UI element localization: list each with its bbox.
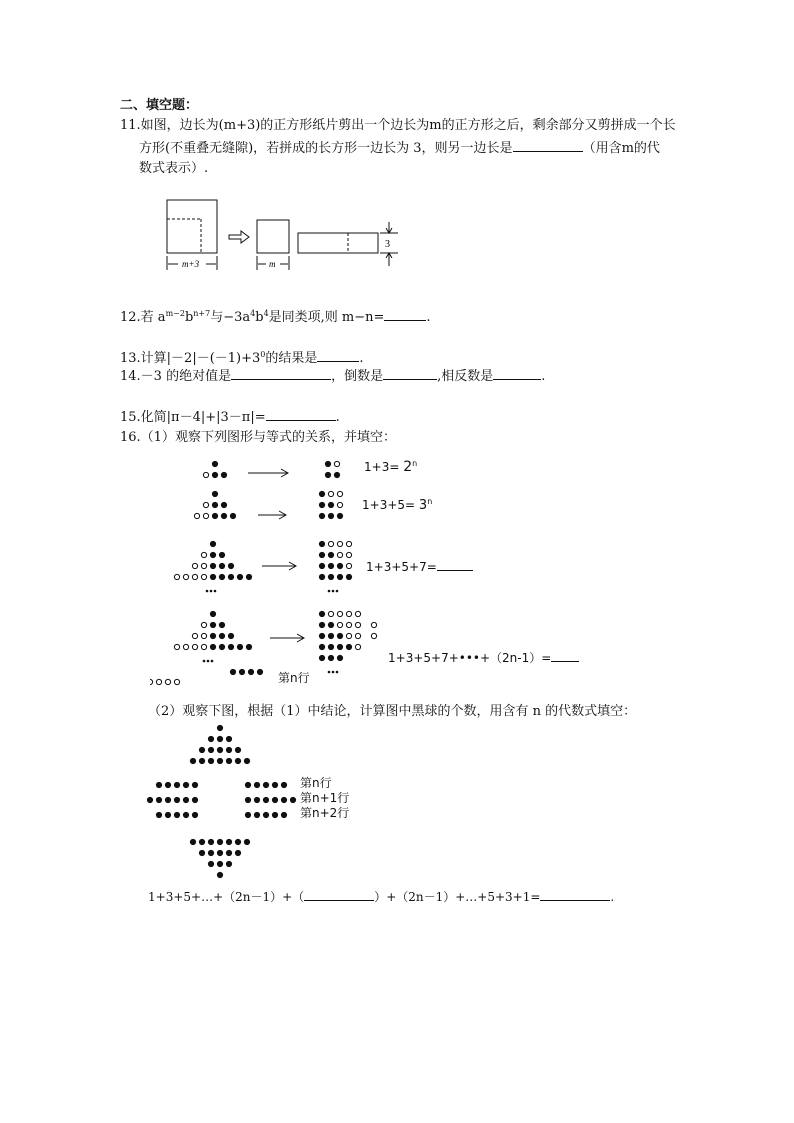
white-ball	[337, 541, 342, 546]
q13-answer-blank[interactable]	[317, 348, 359, 362]
ellipsis-dot	[211, 660, 214, 663]
black-ball	[221, 502, 226, 507]
black-ball	[281, 812, 286, 817]
black-ball	[183, 782, 188, 787]
ellipsis-dot	[214, 590, 217, 593]
black-ball	[328, 574, 333, 579]
black-ball	[281, 797, 286, 802]
black-ball	[228, 563, 233, 568]
black-ball	[337, 513, 342, 518]
black-ball	[235, 839, 240, 844]
q14-p1: 14.－3 的绝对值是	[120, 369, 232, 384]
big-square	[167, 200, 217, 253]
black-ball	[328, 502, 333, 507]
ellipsis-dot	[206, 590, 209, 593]
black-ball	[328, 633, 333, 638]
black-ball	[210, 552, 215, 557]
black-ball	[226, 736, 231, 741]
black-ball	[156, 797, 161, 802]
black-ball	[319, 563, 324, 568]
white-ball	[150, 679, 153, 684]
white-ball	[194, 513, 199, 518]
black-ball	[208, 850, 213, 855]
ellipsis-dot	[336, 590, 339, 593]
label-m: m	[269, 259, 276, 269]
black-ball	[346, 574, 351, 579]
eq3-answer-blank[interactable]	[437, 557, 473, 571]
q14-p3: ,相反数是	[437, 369, 494, 384]
q12-line	[120, 304, 431, 328]
black-ball	[319, 622, 324, 627]
black-ball	[217, 839, 222, 844]
black-ball	[337, 655, 342, 660]
white-ball	[201, 622, 206, 627]
black-ball	[328, 552, 333, 557]
black-ball	[210, 574, 215, 579]
black-ball	[217, 736, 222, 741]
q12-mid2: 与−3a	[210, 310, 251, 325]
eq1-sup: n	[412, 459, 418, 468]
black-ball	[254, 782, 259, 787]
white-ball	[371, 622, 376, 627]
black-ball	[244, 758, 249, 763]
ellipsis-dot	[207, 660, 210, 663]
eq3	[366, 557, 473, 574]
black-ball	[212, 491, 217, 496]
black-ball	[219, 644, 224, 649]
black-ball	[219, 563, 224, 568]
white-ball	[203, 472, 208, 477]
black-ball	[246, 574, 251, 579]
white-ball	[334, 461, 339, 466]
black-ball	[165, 797, 170, 802]
q14-abs-blank[interactable]	[231, 366, 331, 380]
q11-text: 方形(不重叠无缝隙)，若拼成的长方形一边长为 3，则另一边长是	[139, 141, 513, 156]
final-middle-blank[interactable]	[304, 887, 374, 901]
eq4-text: 1+3+5+7+•••+（2n-1）=	[388, 651, 552, 665]
black-ball	[325, 472, 330, 477]
black-ball	[208, 839, 213, 844]
black-ball	[319, 491, 324, 496]
row-n-label: 第n行	[300, 776, 332, 790]
black-ball	[221, 472, 226, 477]
q13-end: .	[359, 351, 364, 366]
eq4-answer-blank[interactable]	[551, 648, 579, 662]
black-ball	[219, 633, 224, 638]
eq2-text: 1+3+5=	[362, 498, 416, 512]
q12-mid3: b	[255, 310, 264, 325]
white-ball	[337, 611, 342, 616]
black-ball	[237, 574, 242, 579]
white-ball	[355, 644, 360, 649]
black-ball	[219, 574, 224, 579]
ellipsis-dot	[328, 590, 331, 593]
white-ball	[355, 622, 360, 627]
black-ball	[226, 747, 231, 752]
white-ball	[371, 633, 376, 638]
eq1-answer: 2	[403, 459, 413, 475]
q14-end: .	[541, 369, 546, 384]
black-ball	[328, 563, 333, 568]
ellipsis-dot	[332, 671, 335, 674]
black-ball	[147, 797, 152, 802]
q15-prefix: 15.化简|π－4|+|3－π|=	[120, 410, 266, 425]
black-ball	[319, 552, 324, 557]
black-ball	[190, 839, 195, 844]
black-ball	[263, 782, 268, 787]
row-n1-label: 第n+1行	[300, 791, 350, 805]
black-ball	[246, 644, 251, 649]
black-ball	[337, 563, 342, 568]
black-ball	[219, 622, 224, 627]
black-ball	[244, 839, 249, 844]
black-ball	[281, 782, 286, 787]
black-ball	[156, 782, 161, 787]
black-ball	[263, 797, 268, 802]
final-end: .	[610, 890, 615, 904]
label-3: 3	[385, 239, 390, 250]
final-text-b: ）+（2n－1）+…+5+3+1=	[374, 890, 541, 904]
q14-line	[120, 366, 545, 387]
black-ball	[245, 782, 250, 787]
black-ball	[248, 669, 253, 674]
black-ball	[337, 644, 342, 649]
black-ball	[210, 644, 215, 649]
eq2	[362, 497, 432, 513]
white-ball	[346, 563, 351, 568]
black-ball	[245, 812, 250, 817]
ellipsis-dot	[332, 590, 335, 593]
eq1-text: 1+3=	[364, 460, 400, 474]
black-ball	[219, 552, 224, 557]
black-ball	[217, 850, 222, 855]
black-ball	[190, 758, 195, 763]
q11-text-end: （用含m的代	[582, 141, 660, 156]
black-ball	[328, 513, 333, 518]
q14-reciprocal-blank[interactable]	[383, 366, 437, 380]
black-ball	[217, 872, 222, 877]
white-ball	[328, 541, 333, 546]
black-ball	[226, 839, 231, 844]
black-ball	[210, 563, 215, 568]
black-ball	[325, 461, 330, 466]
section-title: 二、填空题：	[120, 98, 199, 113]
black-ball	[346, 644, 351, 649]
black-ball	[212, 502, 217, 507]
white-ball	[201, 644, 206, 649]
black-ball	[212, 472, 217, 477]
black-ball	[319, 502, 324, 507]
black-ball	[319, 574, 324, 579]
hollow-arrow-icon	[229, 231, 249, 243]
black-ball	[228, 574, 233, 579]
q12-sup1: m−2	[165, 309, 185, 318]
white-ball	[156, 679, 161, 684]
black-ball	[199, 747, 204, 752]
black-ball	[212, 461, 217, 466]
ellipsis-dot	[328, 671, 331, 674]
black-ball	[199, 758, 204, 763]
white-ball	[346, 541, 351, 546]
black-ball	[337, 574, 342, 579]
q13-sup: 0	[260, 350, 266, 359]
black-ball	[210, 622, 215, 627]
black-ball	[254, 812, 259, 817]
ellipsis-dot	[336, 671, 339, 674]
q11-figure	[158, 192, 410, 274]
black-ball	[319, 611, 324, 616]
white-ball	[174, 679, 179, 684]
black-ball	[210, 633, 215, 638]
black-ball	[217, 861, 222, 866]
black-ball	[228, 644, 233, 649]
black-ball	[226, 758, 231, 763]
black-ball	[257, 669, 262, 674]
q12-suffix: 是同类项,则 m−n=	[268, 310, 385, 325]
q11-line2	[139, 138, 660, 159]
row-label-n: 第n行	[278, 671, 310, 685]
white-ball	[328, 491, 333, 496]
white-ball	[192, 574, 197, 579]
q12-sup3: 4	[250, 309, 256, 318]
q11-line3: 数式表示）.	[139, 161, 209, 176]
black-ball	[328, 655, 333, 660]
black-ball	[226, 861, 231, 866]
eq3-text: 1+3+5+7=	[366, 560, 437, 574]
white-ball	[165, 679, 170, 684]
q13-suffix: 的结果是	[265, 351, 318, 366]
white-ball	[174, 574, 179, 579]
eq2-sup: n	[427, 497, 433, 506]
black-ball	[272, 782, 277, 787]
white-ball	[192, 644, 197, 649]
white-ball	[337, 502, 342, 507]
black-ball	[156, 812, 161, 817]
black-ball	[235, 850, 240, 855]
ellipsis-dot	[210, 590, 213, 593]
label-m-plus-3: m+3	[182, 259, 200, 269]
black-ball	[319, 633, 324, 638]
black-ball	[245, 797, 250, 802]
black-ball	[192, 812, 197, 817]
result-rectangle	[298, 233, 378, 253]
q13-prefix: 13.计算|－2|－(－1)+3	[120, 351, 261, 366]
white-ball	[174, 644, 179, 649]
black-ball	[208, 747, 213, 752]
white-ball	[192, 563, 197, 568]
q16-part1: 16.（1）观察下列图形与等式的关系，并填空：	[120, 430, 396, 445]
eq2-answer: 3	[418, 498, 428, 513]
black-ball	[221, 513, 226, 518]
black-ball	[290, 797, 295, 802]
black-ball	[210, 541, 215, 546]
q12-answer-blank[interactable]	[384, 307, 426, 321]
black-ball	[334, 472, 339, 477]
black-ball	[328, 622, 333, 627]
black-ball	[319, 513, 324, 518]
q16-part2: （2）观察下图，根据（1）中结论，计算图中黑球的个数，用含有 n 的代数式填空：	[148, 704, 637, 719]
row-n2-label: 第n+2行	[300, 806, 350, 820]
q15-line	[120, 407, 340, 428]
q11-answer-blank[interactable]	[513, 138, 583, 152]
black-ball	[208, 861, 213, 866]
black-ball	[217, 725, 222, 730]
eq1	[364, 459, 417, 475]
black-ball	[217, 758, 222, 763]
white-ball	[201, 552, 206, 557]
black-ball	[165, 812, 170, 817]
black-ball	[210, 611, 215, 616]
white-ball	[355, 611, 360, 616]
q11-line1: 11.如图，边长为(m+3)的正方形纸片剪出一个边长为m的正方形之后，剩余部分又剪拼成一个长	[120, 118, 676, 133]
q15-end: .	[335, 410, 340, 425]
black-ball	[212, 513, 217, 518]
white-ball	[183, 644, 188, 649]
black-ball	[192, 782, 197, 787]
black-ball	[239, 669, 244, 674]
black-ball	[174, 782, 179, 787]
eq4	[388, 648, 579, 666]
row-labels	[300, 776, 349, 821]
black-ball	[217, 747, 222, 752]
white-ball	[337, 552, 342, 557]
q12-mid1: b	[184, 310, 194, 325]
white-ball	[203, 502, 208, 507]
black-ball	[183, 797, 188, 802]
final-text-a: 1+3+5+…+（2n－1）+（	[148, 890, 305, 904]
white-ball	[346, 633, 351, 638]
white-ball	[337, 622, 342, 627]
black-ball	[319, 541, 324, 546]
q15-answer-blank[interactable]	[266, 407, 336, 421]
black-ball	[208, 736, 213, 741]
black-ball	[183, 812, 188, 817]
white-ball	[203, 513, 208, 518]
black-ball	[226, 850, 231, 855]
black-ball	[328, 644, 333, 649]
q12-sup4: 4	[263, 309, 269, 318]
black-ball	[235, 758, 240, 763]
white-ball	[328, 611, 333, 616]
white-ball	[346, 611, 351, 616]
black-ball	[319, 655, 324, 660]
black-ball	[230, 669, 235, 674]
black-ball	[237, 644, 242, 649]
small-square	[257, 220, 289, 253]
black-ball	[319, 644, 324, 649]
white-ball	[337, 491, 342, 496]
black-ball	[199, 850, 204, 855]
white-ball	[201, 574, 206, 579]
final-sum-blank[interactable]	[540, 887, 610, 901]
white-ball	[192, 633, 197, 638]
black-ball	[174, 812, 179, 817]
q12-prefix: 12.若 a	[120, 310, 166, 325]
black-ball	[272, 812, 277, 817]
black-ball	[165, 782, 170, 787]
white-ball	[201, 633, 206, 638]
white-ball	[355, 633, 360, 638]
black-ball	[192, 797, 197, 802]
black-ball	[208, 758, 213, 763]
white-ball	[346, 552, 351, 557]
black-ball	[272, 797, 277, 802]
black-ball	[230, 513, 235, 518]
q12-sup2: n+7	[193, 309, 211, 318]
black-ball	[199, 839, 204, 844]
black-ball	[228, 633, 233, 638]
black-ball	[263, 812, 268, 817]
black-ball	[174, 797, 179, 802]
black-ball	[337, 633, 342, 638]
ellipsis-dot	[203, 660, 206, 663]
q14-p2: ，倒数是	[331, 369, 384, 384]
white-ball	[183, 574, 188, 579]
white-ball	[346, 622, 351, 627]
white-ball	[201, 563, 206, 568]
q14-opposite-blank[interactable]	[493, 366, 541, 380]
black-ball	[235, 747, 240, 752]
q12-end: .	[426, 310, 431, 325]
q16-final-line	[148, 887, 614, 905]
black-ball	[254, 797, 259, 802]
